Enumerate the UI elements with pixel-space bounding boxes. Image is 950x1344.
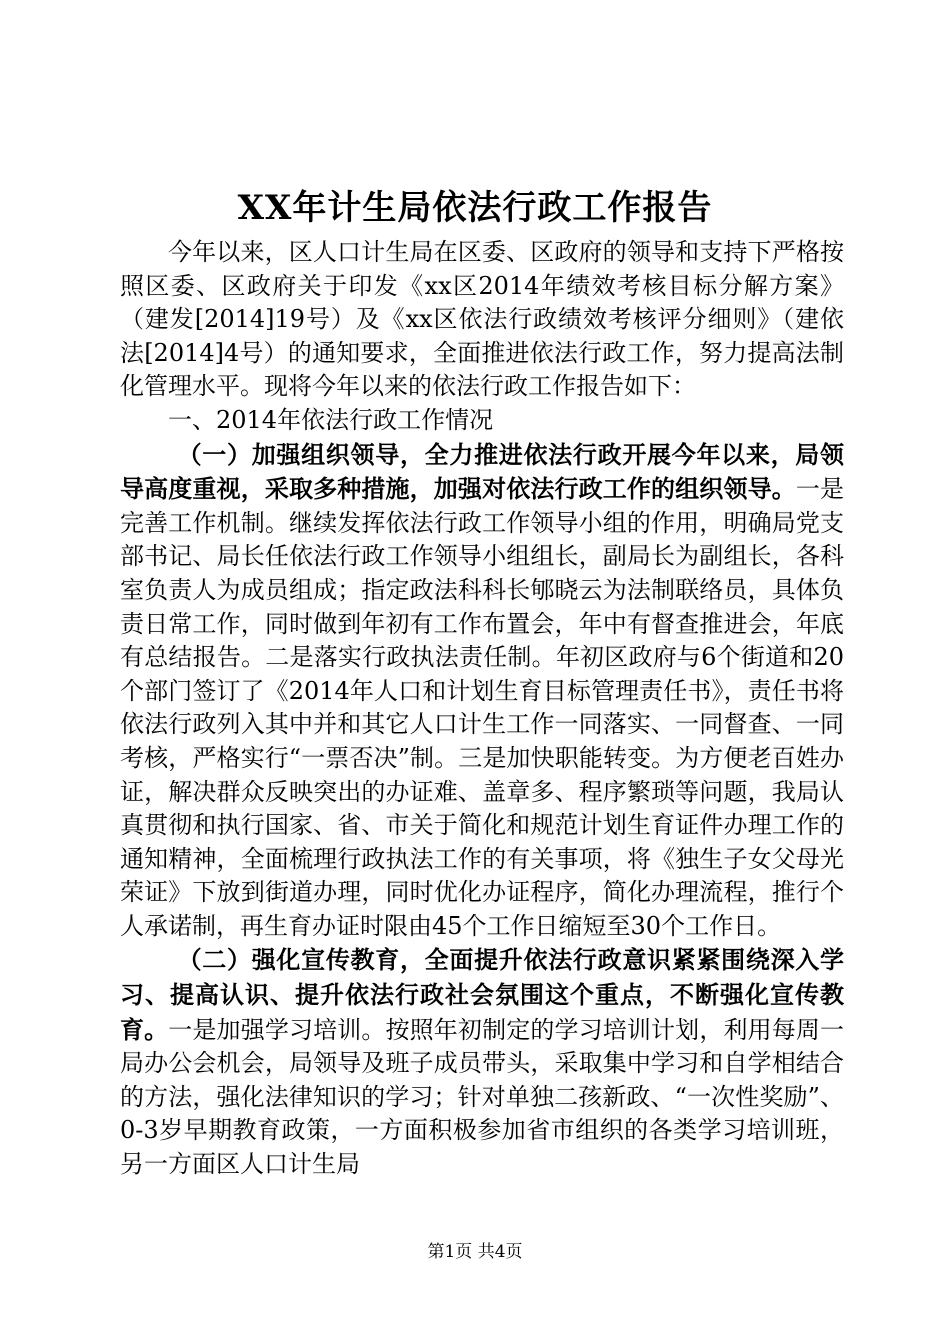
subsection-1-text: 一是完善工作机制。继续发挥依法行政工作领导小组的作用，明确局党支部书记、局长任依法行政工作领导小组组长，副局长为副组长，各科室负责人为成员组成；指定政法科科长郇晓云为法制联络员，具体负责日常工作，同时做到年初有工作布置会，年中有督查推进会，年底有总结报告。二是落实行政执法责任制。年初区政府与6个街道和20个部门签订了《2014年人口和计划生育目标管理责任书》，责任书将依法行政列入其中并和其它人口计生工作一同落实、一同督查、一同考核，严格实行“一票否决”制。三是加快职能转变。为方便老百姓办证，解决群众反映突出的办证难、盖章多、程序繁琐等问题，我局认真贯彻和执行国家、省、市关于简化和规范计划生育证件办理工作的通知精神，全面梳理行政执法工作的有关事项，将《独生子女父母光荣证》下放到街道办理，同时优化办证程序，简化办理流程，推行个人承诺制，再生育办证时限由45个工作日缩短至30个工作日。 bbox=[120, 475, 845, 940]
subsection-1-paragraph bbox=[120, 438, 844, 944]
subsection-2-paragraph bbox=[120, 943, 844, 1181]
intro-paragraph: 今年以来，区人口计生局在区委、区政府的领导和支持下严格按照区委、区政府关于印发《xx区2014年绩效考核目标分解方案》（建发[2014]19号）及《xx区依法行政绩效考核评分细则》（建依法[2014]4号）的通知要求，全面推进依法行政工作，努力提高法制化管理水平。现将今年以来的依法行政工作报告如下： bbox=[120, 238, 844, 401]
document-title: XX年计生局依法行政工作报告 bbox=[237, 188, 713, 228]
document-body bbox=[120, 236, 844, 1182]
section-heading: 一、2014年依法行政工作情况 bbox=[168, 405, 494, 434]
page-number-footer: 第1页 共4页 bbox=[427, 1242, 523, 1262]
subsection-1-heading: （一）加强组织领导，全力推进依法行政开展今年以来，局领导高度重视，采取多种措施，加强对依法行政工作的组织领导。 bbox=[120, 439, 844, 504]
subsection-2-heading: （二）强化宣传教育，全面提升依法行政意识紧紧围绕深入学习、提高认识、提升依法行政社会氛围这个重点，不断强化宣传教育。 bbox=[120, 945, 844, 1044]
subsection-2-text: 一是加强学习培训。按照年初制定的学习培训计划，利用每周一局办公会机会，局领导及班子成员带头，采取集中学习和自学相结合的方法，强化法律知识的学习；针对单独二孩新政、“一次性奖励”、0-3岁早期教育政策，一方面积极参加省市组织的各类学习培训班，另一方面区人口计生局 bbox=[120, 1015, 845, 1179]
